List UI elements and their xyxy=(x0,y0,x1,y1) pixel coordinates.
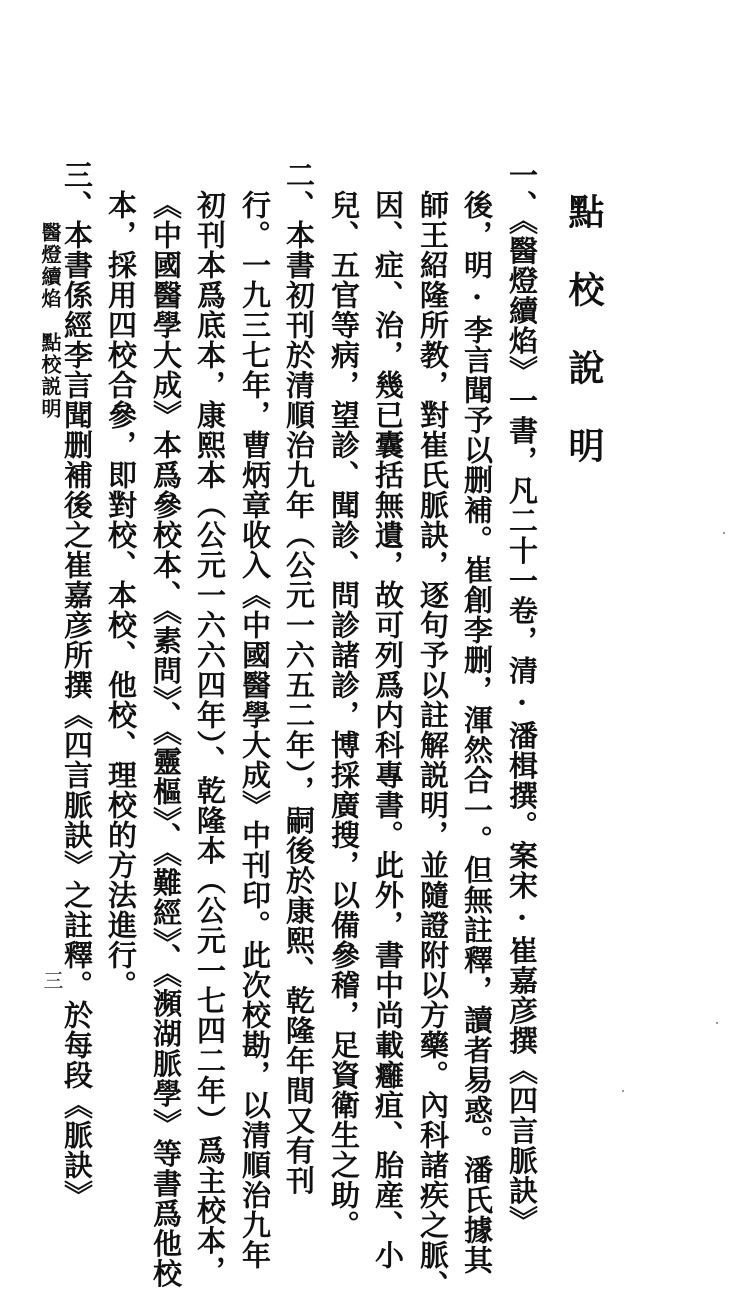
footer-section-title: 點校説明 xyxy=(38,332,62,420)
text-column-6: 二、本書初刊於清順治九年（公元一六五二年），嗣後於康熙、乾隆年間又有刊 xyxy=(282,160,316,1196)
text-column-9: 《中國醫學大成》本爲參校本、《素問》、《靈樞》、《難經》、《瀕湖脈學》等書爲他校 xyxy=(149,190,183,1289)
page-number: 三 xyxy=(40,970,64,990)
scan-speck xyxy=(716,1022,718,1024)
scan-speck xyxy=(622,1090,624,1092)
footer-book-title: 醫燈續焰 xyxy=(38,222,62,310)
text-column-3: 師王紹隆所教，對崔氏脈訣，逐句予以註解説明，並隨證附以方藥。內科諸疾之脈、 xyxy=(416,190,450,1300)
text-column-1: 一、《醫燈續焰》一書，凡二十一卷，清·潘楫撰。案宋·崔嘉彦撰《四言脈訣》 xyxy=(505,160,539,1236)
page-title: 點校說明 xyxy=(563,193,605,505)
text-column-2: 後，明·李言聞予以删補。崔創李删，渾然合一。但無註釋，讀者易惑。潘氏據其 xyxy=(460,190,494,1275)
text-column-8: 初刊本爲底本，康熙本（公元一六六四年）、乾隆本（公元一七四二年）爲主校本， xyxy=(193,190,227,1286)
text-column-11: 三、本書係經李言聞删補後之崔嘉彦所撰《四言脈訣》之註釋。於每段《脈訣》 xyxy=(60,160,94,1210)
text-column-5: 兒、五官等病，望診、聞診、問診諸診，博採廣搜，以備參稽，足資衛生之助。 xyxy=(327,190,361,1240)
footer-running-head xyxy=(40,222,60,420)
text-column-7: 行。一九三七年，曹炳章收入《中國醫學大成》中刊印。此次校勘，以清順治九年 xyxy=(238,190,272,1270)
scan-speck xyxy=(723,532,725,534)
text-column-4: 因、症、治，幾已囊括無遺，故可列爲内科專書。此外，書中尚載癰疽、胎産、小 xyxy=(371,190,405,1270)
text-column-10: 本，採用四校合參，即對校、本校、他校、理校的方法進行。 xyxy=(104,190,138,1000)
